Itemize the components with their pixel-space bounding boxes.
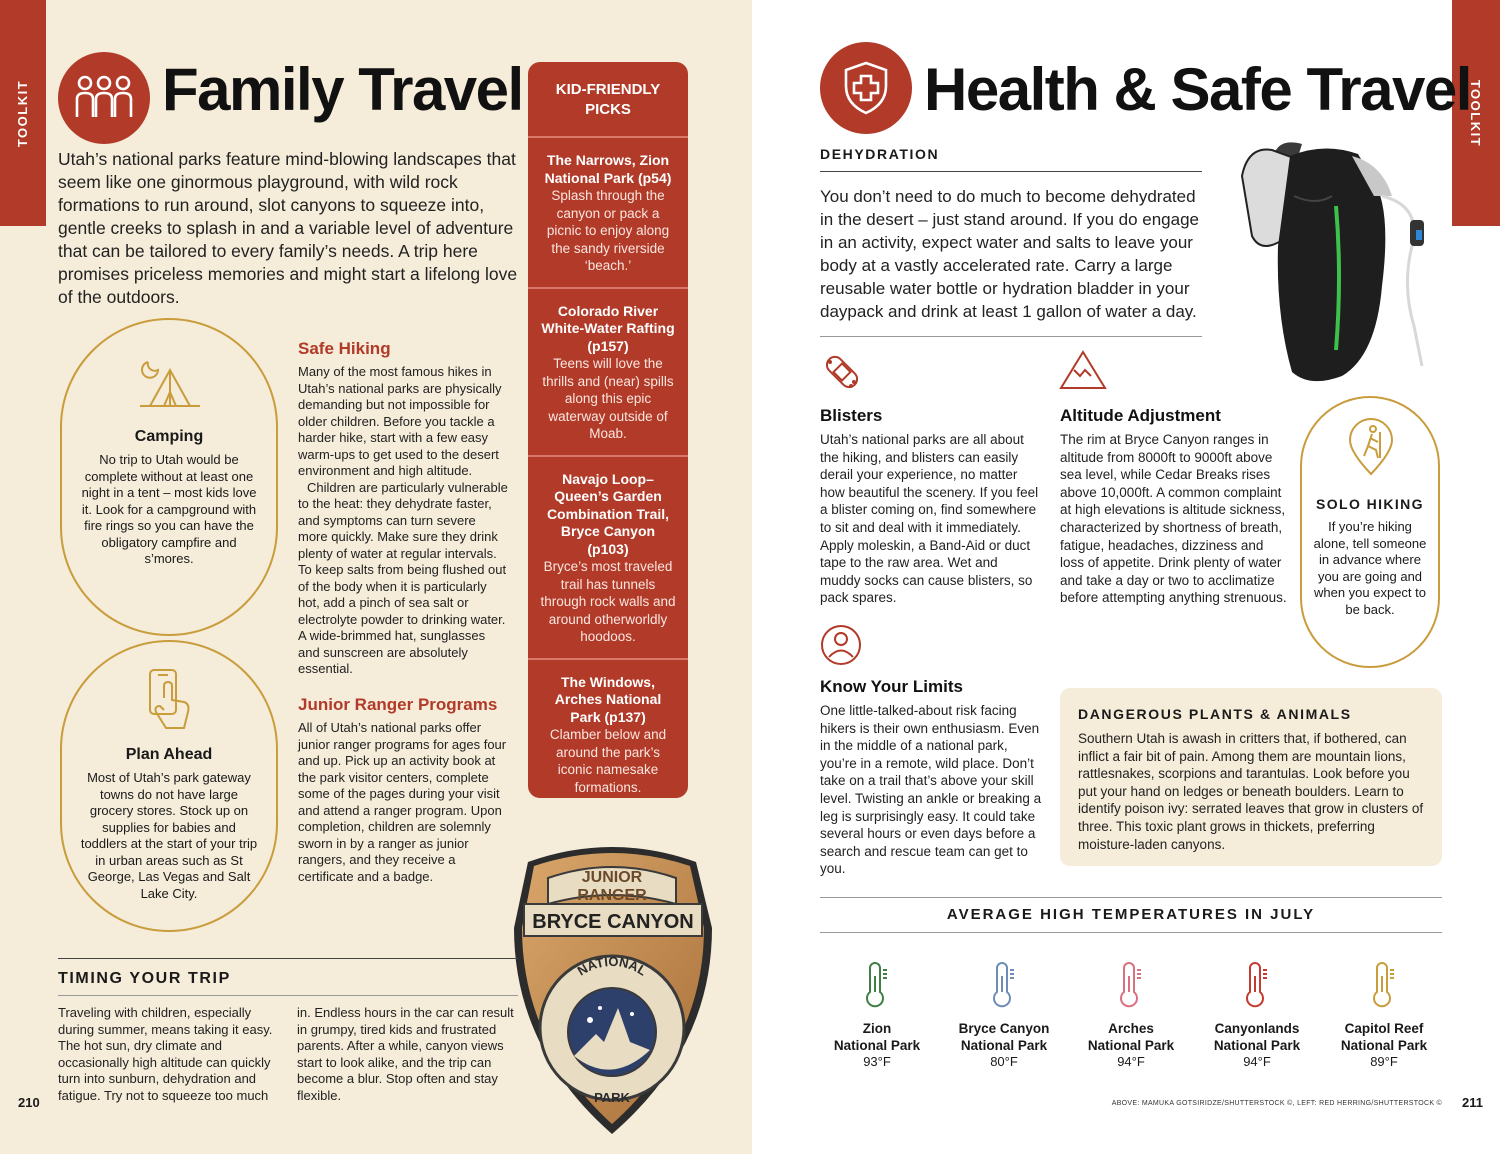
- plan-ahead-card: [60, 640, 278, 932]
- kid-pick-name: The Windows, Arches National Park (p137): [554, 673, 662, 725]
- kid-pick-item: [528, 455, 688, 658]
- timing-col2: in. Endless hours in the car can result in grumpy, tired kids and frustrated parents. After a while, canyon views start to look alike, and the trip can become a blur. Stop often and stay flexible.: [297, 1005, 514, 1103]
- temp-item: [949, 962, 1059, 1069]
- kid-picks-title: KID-FRIENDLY PICKS: [555, 81, 661, 118]
- solo-hiking-body: If you’re hiking alone, tell someone in advance where you are going and when you expect to be back.: [1313, 519, 1427, 617]
- photo-credit: ABOVE: MAMUKA GOTSIRIDZE/SHUTTERSTOCK ©, LEFT: RED HERRING/SHUTTERSTOCK ©: [1111, 1100, 1442, 1107]
- temps-rule-top: [820, 897, 1442, 898]
- page-number-right: 211: [1462, 1095, 1483, 1110]
- altitude-body: The rim at Bryce Canyon ranges in altitude from 8000ft to 9000ft above sea level, while Cedar Breaks rises above 10,000ft. A common complaint at high elevations is altitude sickness, characterized by shortness of breath, fatigue, headaches, dizziness and loss of appetite. Drink plenty of water and take a day or two to acclimatize before attempting anything strenuous.: [1060, 432, 1287, 606]
- thermometer-icon: [1242, 962, 1272, 1008]
- temp-park-name: Bryce Canyon: [958, 1021, 1050, 1036]
- kid-pick-item: [528, 136, 688, 287]
- toolkit-label: TOOLKIT: [1468, 79, 1484, 147]
- family-icon: [73, 73, 135, 123]
- kid-pick-name: The Narrows, Zion National Park (p54): [544, 152, 672, 186]
- timing-col1: Traveling with children, especially during summer, means taking it easy. The hot sun, dry climate and occasionally high altitude can quickly turn into sunburn, dehydration and fatigue. Try not to squeeze too much: [58, 1005, 273, 1103]
- badge-ring-bottom: PARK: [594, 1090, 630, 1105]
- kid-pick-desc: Clamber below and around the park’s iconic namesake formations.: [549, 727, 667, 795]
- thermometer-icon: [1369, 962, 1399, 1008]
- temp-item: [1076, 962, 1186, 1069]
- kid-pick-desc: Teens will love the thrills and (near) spills along this epic waterway outside of Moab.: [542, 356, 674, 441]
- hiker-pin-icon: [1346, 418, 1396, 476]
- thermometer-icon: [862, 962, 892, 1008]
- thermometer-icon: [989, 962, 1019, 1008]
- temp-value: 94°F: [1117, 1054, 1145, 1069]
- tent-icon: [136, 354, 204, 410]
- bandage-icon: [820, 350, 864, 394]
- toolkit-tab-left: [0, 0, 46, 226]
- page-number-left: 210: [18, 1095, 40, 1110]
- badge-line2: RANGER: [577, 887, 647, 904]
- family-travel-title: Family Travel: [162, 56, 523, 123]
- safe-hiking-p1: Many of the most famous hikes in Utah’s national parks are physically demanding but not impossible for older children. Before you tackle a harder hike, start with a few easy warm-ups to get used to the desert environment and high altitude.: [298, 364, 502, 478]
- plan-ahead-body: Most of Utah’s park gateway towns do not have large grocery stores. Stock up on supplies for babies and toddlers at the start of your trip in urban areas such as St George, Las Vegas and Salt Lake City.: [80, 770, 258, 901]
- plan-ahead-title: Plan Ahead: [125, 746, 213, 763]
- dangerous-title: DANGEROUS PLANTS & ANIMALS: [1078, 706, 1352, 722]
- kid-pick-name: Navajo Loop–Queen’s Garden Combination Trail, Bryce Canyon (p103): [546, 470, 670, 557]
- family-icon-circle: [58, 52, 150, 144]
- toolkit-label: TOOLKIT: [15, 79, 31, 147]
- kid-friendly-picks: [528, 62, 688, 798]
- limits-title: Know Your Limits: [820, 677, 963, 696]
- health-travel-title: Health & Safe Travel: [924, 56, 1471, 123]
- altitude-title: Altitude Adjustment: [1060, 406, 1221, 425]
- solo-hiking-title: SOLO HIKING: [1316, 496, 1424, 512]
- dehydration-body: You don’t need to do much to become dehydrated in the desert – just stand around. If you do engage in an activity, expect water and salts to leave your body at a vastly accelerated rate. Carry a large reusable water bottle or hydration bladder in your daypack and drink at least 1 gallon of water a day.: [820, 187, 1199, 321]
- badge-ring-top: NATIONAL: [574, 953, 650, 979]
- junior-ranger-badge-image: [508, 838, 718, 1138]
- kid-pick-name: Colorado River White-Water Rafting (p157): [541, 302, 675, 354]
- timing-title: TIMING YOUR TRIP: [58, 970, 231, 987]
- dehydration-rule-bottom: [820, 336, 1202, 337]
- temp-park-name: Zion: [862, 1021, 892, 1036]
- camping-title: Camping: [134, 428, 204, 445]
- temp-park-name: Capitol Reef: [1344, 1021, 1424, 1036]
- temp-park-name: Canyonlands: [1214, 1021, 1300, 1036]
- temp-park-suffix: National Park: [1087, 1037, 1175, 1053]
- temps-rule-bottom: [820, 932, 1442, 933]
- temp-value: 94°F: [1243, 1054, 1271, 1069]
- shield-cross-icon: [841, 60, 891, 116]
- dehydration-title: DEHYDRATION: [820, 146, 940, 162]
- health-icon-circle: [820, 42, 912, 134]
- hydration-pack-image: [1232, 136, 1444, 388]
- phone-hand-icon: [144, 668, 196, 732]
- timing-rule: [58, 958, 518, 959]
- camping-body: No trip to Utah would be complete without at least one night in a tent – most kids love it. Look for a campground with fire rings so you can have the obligatory campfire and s’mores.: [81, 452, 257, 566]
- temp-value: 89°F: [1370, 1054, 1398, 1069]
- safe-hiking-p2: Children are particularly vulnerable to the heat: they dehydrate faster, and symptoms can turn severe more quickly. Make sure they drink plenty of water at regular intervals. To keep salts from being flushed out of the body when it is particularly hot, add a pinch of sea salt or electrolyte powder to drinking water. A wide-brimmed hat, sunglasses and sunscreen are absolutely essential.: [298, 479, 508, 676]
- blisters-body: Utah’s national parks are all about the hiking, and blisters can easily derail your experience, no matter how beautiful the scenery. If you feel a blister coming on, find somewhere to sit and deal with it immediately. Apply moleskin, a Band-Aid or duct tape to the raw area. Wet and muddy socks can cause blisters, so pack spares.: [820, 432, 1039, 606]
- person-icon: [820, 624, 862, 666]
- temp-value: 80°F: [990, 1054, 1018, 1069]
- limits-body: One little-talked-about risk facing hikers is their own enthusiasm. Even in the middle of a national park, you’re in a remote, wild place. Don’t take on a trail that’s above your skill level. Twisting an ankle or breaking a leg is surprisingly easy. It could take several hours or even days before a search and rescue team can get to you.: [820, 703, 1042, 877]
- kid-pick-desc: Bryce’s most traveled trail has tunnels through rock walls and around otherworldly hoodoos.: [540, 559, 676, 644]
- temp-item: [1329, 962, 1439, 1069]
- solo-hiking-card: [1300, 396, 1440, 668]
- junior-ranger-body: All of Utah’s national parks offer junior ranger programs for ages four and up. Pick up an activity book at the park visitor centers, complete some of the pages during your visit and attend a ranger program. Upon completion, children are solemnly sworn in by a ranger as junior rangers, and they receive a certificate and a badge.: [298, 720, 507, 884]
- badge-line1: JUNIOR: [581, 869, 643, 886]
- dangerous-box: [1060, 688, 1442, 866]
- kid-pick-item: [528, 658, 688, 809]
- temp-park-suffix: National Park: [960, 1037, 1048, 1053]
- mountain-icon: [1058, 348, 1108, 392]
- junior-ranger-title: Junior Ranger Programs: [298, 695, 498, 714]
- safe-hiking-section: [298, 339, 508, 678]
- temp-park-suffix: National Park: [1340, 1037, 1428, 1053]
- temp-value: 93°F: [863, 1054, 891, 1069]
- blisters-title: Blisters: [820, 406, 883, 425]
- temp-item: [822, 962, 932, 1069]
- junior-ranger-section: [298, 695, 508, 885]
- camping-card: [60, 318, 278, 636]
- dangerous-body: Southern Utah is awash in critters that, if bothered, can inflict a fair bit of pain. Among them are mountain lions, rattlesnakes, scorpions and tarantulas. Look before you put your hand on ledges or beneath boulders. Learn to identify poison ivy: serrated leaves that grow in clusters of three. This toxic plant grows in thickets, preferring moisture-laden canyons.: [1078, 731, 1424, 852]
- temp-park-name: Arches: [1108, 1021, 1154, 1036]
- kid-pick-desc: Splash through the canyon or pack a picnic to enjoy along the sandy riverside ‘beach.’: [546, 188, 670, 273]
- temp-park-suffix: National Park: [833, 1037, 921, 1053]
- temps-title: AVERAGE HIGH TEMPERATURES IN JULY: [946, 906, 1316, 923]
- temp-park-suffix: National Park: [1213, 1037, 1301, 1053]
- kid-pick-item: [528, 287, 688, 455]
- temp-item: [1202, 962, 1312, 1069]
- thermometer-icon: [1116, 962, 1146, 1008]
- timing-rule-bottom: [58, 995, 518, 996]
- badge-line3: BRYCE CANYON: [532, 911, 694, 933]
- dehydration-rule: [820, 171, 1202, 172]
- family-intro: Utah’s national parks feature mind-blowing landscapes that seem like one ginormous playground, with wild rock formations to run around, slot canyons to squeeze into, gentle creeks to splash in and a variable level of adventure that can be tailored to every family’s needs. A trip here promises priceless memories and might start a lifelong love of the outdoors.: [58, 149, 518, 307]
- safe-hiking-title: Safe Hiking: [298, 339, 391, 358]
